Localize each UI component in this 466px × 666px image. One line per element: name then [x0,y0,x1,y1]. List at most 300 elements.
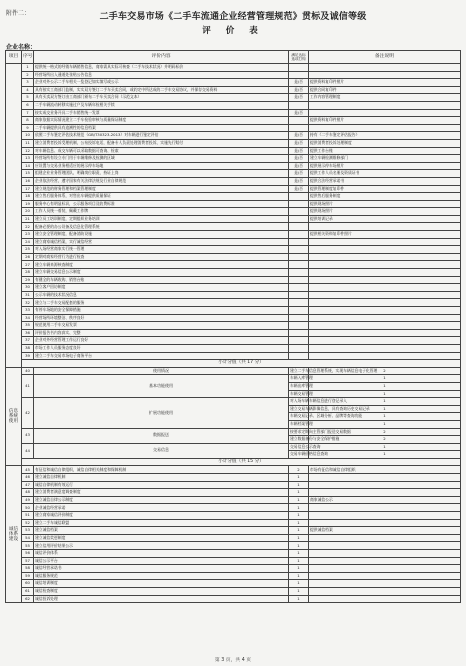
content-cell: 市场工作人员服务态度良好 [34,344,289,352]
note-cell [309,223,461,231]
table-row [6,162,461,170]
content-cell: 诚信培训制度 [34,580,289,588]
table-row [6,344,461,352]
option-cell [289,261,309,269]
note-cell: 提供管理制度复印件 [309,185,461,193]
row-number-cell: 38 [22,344,34,352]
row-number-cell: 60 [22,580,34,588]
note-cell [309,314,461,322]
option-cell: 1 [309,451,461,459]
content-cell: 车辆入库管理 [290,375,313,381]
header-project: 项目 [6,51,22,64]
row-number-cell: 62 [22,595,34,603]
table-row [6,474,461,482]
note-cell [309,269,461,277]
content-cell: 二手车辆提供具有追溯性的信息档案 [34,124,289,132]
table-row [6,595,461,603]
header-option: 满足达标 选项打钩 [289,51,309,64]
row-number-cell: 32 [22,299,34,307]
note-cell: 持有《二手车鉴定评估报告》 [309,132,461,140]
content-cell: 诚信投诉处理 [34,595,289,603]
content-cell: 建立员工培训制度，定期组织业务培训 [34,215,289,223]
content-cell: 企业依法经营，遵守国家有关法律法规及行业自律规范 [34,177,289,185]
row-number-cell: 52 [22,519,34,527]
row-number-cell: 9 [22,124,34,132]
table-row [6,496,461,504]
option-cell [289,246,309,254]
option-cell: 1 [289,580,309,588]
table-row [6,200,461,208]
row-number-cell: 53 [22,527,34,535]
option-cell: 1 [309,413,461,421]
note-cell: 工作内容管理制度 [309,94,461,102]
option-cell [289,299,309,307]
option-cell: 是/否 [289,147,309,155]
row-number-cell: 59 [22,572,34,580]
note-cell [309,344,461,352]
note-cell: 提供售后服务制度 [309,193,461,201]
content-cell: 经营场所环境整洁、秩序良好 [34,314,289,322]
table-row [6,565,461,573]
company-name-label: 企业名称： [6,44,37,51]
option-cell: 1 [309,390,461,398]
section-name-cell [6,64,22,368]
subtotal-label: 小计分值（共 15 分） [22,458,461,466]
note-cell: 提供合法经营承诺书 [309,177,461,185]
sub-category-cell: 数据报送 [34,428,289,443]
content-cell: 建立安全管理制度，配备消防设施 [34,231,289,239]
row-number-cell: 23 [22,231,34,239]
option-cell: 1 [289,504,309,512]
row-number-cell: 22 [22,223,34,231]
table-row [6,147,461,155]
content-cell: 建立商家诚信档案，实行诚信经营 [34,238,289,246]
row-number-cell: 12 [22,147,34,155]
content-cell: 依照二手车鉴定评估技术规范（GB/T30323-2013）对车辆进行鉴定评估 [34,132,289,140]
note-cell: 提供现场照片 [309,200,461,208]
option-cell [289,276,309,284]
table-row [6,132,461,140]
option-cell [289,269,309,277]
option-cell: 2 [309,428,461,436]
row-number-cell: 2 [22,71,34,79]
note-cell: 提供工作台账 [309,147,461,155]
option-cell [289,307,309,315]
row-number-cell: 28 [22,269,34,277]
content-cell: 建立二手车信息管理系统，实现车辆信息电子化管理 [290,367,378,373]
table-row [6,215,461,223]
note-cell [309,587,461,595]
option-cell: 1 [309,382,461,390]
evaluation-table-wrapper [5,50,460,603]
option-cell: 1 [289,489,309,497]
table-row [6,307,461,315]
content-cell: 诚信自律机制有效运行 [34,481,289,489]
content-cell: 有停车场地的安全保障措施 [34,307,289,315]
note-cell [309,337,461,345]
option-cell: 是/否 [289,170,309,178]
note-cell [309,572,461,580]
table-row [6,557,461,565]
table-body [6,64,461,603]
option-cell: 1 [309,420,461,428]
note-cell [309,565,461,573]
note-cell [309,299,461,307]
content-cell: 建立车辆来源核查制度 [34,261,289,269]
content-cell: 有健全的车辆收购、销售台账 [34,276,289,284]
note-cell [309,542,461,550]
row-number-cell: 31 [22,291,34,299]
row-number-cell: 17 [22,185,34,193]
option-cell [289,291,309,299]
row-number-cell: 3 [22,79,34,87]
content-cell: 诚信服务规范 [34,572,289,580]
option-cell [289,124,309,132]
option-cell [289,193,309,201]
table-row [6,269,461,277]
row-number-cell: 51 [22,512,34,520]
content-cell: 建立客户回访制度 [34,284,289,292]
table-row [6,352,461,360]
note-cell [309,489,461,497]
note-cell: 提供资料复印件照片 [309,117,461,125]
option-cell: 是/否 [289,139,309,147]
content-cell: 建立二手车诚信联盟 [34,519,289,527]
option-cell: 是/否 [289,94,309,102]
table-row [6,238,461,246]
row-number-cell: 57 [22,557,34,565]
row-number-cell: 30 [22,284,34,292]
note-cell [309,307,461,315]
content-cell: 企业对外公示二手车相关一览登记如实填写或公示 [34,79,289,87]
table-row [6,261,461,269]
option-cell [289,253,309,261]
row-number-cell: 19 [22,200,34,208]
row-number-cell: 61 [22,587,34,595]
note-cell [309,71,461,79]
row-number-cell: 10 [22,132,34,140]
content-cell: 建立诚信档案 [34,527,289,535]
table-row [6,580,461,588]
row-number-cell: 46 [22,474,34,482]
table-row [6,314,461,322]
row-number-cell: 7 [22,109,34,117]
option-cell [289,117,309,125]
row-number-cell: 29 [22,276,34,284]
content-cell: 交易信息公示查询 [290,443,321,449]
note-cell [309,534,461,542]
table-row [6,337,461,345]
row-number-cell: 37 [22,337,34,345]
option-cell: 1 [289,587,309,595]
content-cell: 建立与二手车交易配套的服务 [34,299,289,307]
subtotal-label: 小计分值（共 17 分） [22,360,461,368]
note-cell [309,261,461,269]
content-cell: 具有买卖双方签订由工商部门颁布二手车买卖合同（示范文本） [34,94,289,102]
attachment-label: 附件二： [6,10,31,17]
content-cell: 经营场所有设立专门用于车辆维修及检测的区域 [34,155,289,163]
row-number-cell: 45 [22,466,34,474]
header-number: 序号 [22,51,34,64]
table-row [6,375,461,383]
note-cell [309,481,461,489]
option-cell [289,238,309,246]
note-cell [309,322,461,330]
table-row [6,94,461,102]
content-cell: 车辆出库管理 [290,383,313,389]
row-number-cell: 33 [22,307,34,315]
note-cell: 提供合同复印件 [309,86,461,94]
subtotal-row [6,458,461,466]
option-cell: 1 [289,542,309,550]
option-cell: 1 [309,443,461,451]
option-cell: 是/否 [289,155,309,163]
option-cell: 2 [309,436,461,444]
table-row [6,481,461,489]
option-cell: 1 [309,375,461,383]
option-cell: 2 [289,466,309,474]
table-row [6,231,461,239]
table-row [6,124,461,132]
content-cell: 建立交易车辆影像信息，具有查询历史交易记录 [290,405,370,411]
content-cell: 建立商家诚信评价制度 [34,512,289,520]
note-cell [309,519,461,527]
option-cell [289,231,309,239]
note-cell [309,284,461,292]
note-cell: 提供培训记录 [309,215,461,223]
note-cell: 提供展示停车场照片 [309,162,461,170]
table-row [6,550,461,558]
table-row [6,367,461,375]
row-number-cell: 4 [22,86,34,94]
note-cell: 提供资料复印件照片 [309,79,461,87]
note-cell: 提供相关资料复印件照片 [309,231,461,239]
table-row [6,587,461,595]
content-cell: 企业对外经营管理工作运行良好 [34,337,289,345]
content-cell: 经营场所出入通道处张贴公告信息 [34,71,289,79]
row-number-cell: 18 [22,193,34,201]
table-row [6,253,461,261]
content-cell: 诚信经营承诺书 [34,565,289,573]
row-number-cell: 11 [22,139,34,147]
content-cell: 公示车辆的技术状况信息 [34,291,289,299]
content-cell: 建立诚信自律公示制度 [34,496,289,504]
note-cell [309,550,461,558]
table-row [6,139,461,147]
row-number-cell: 48 [22,489,34,497]
note-cell: 建立车辆检测维修部门 [309,155,461,163]
option-cell [289,344,309,352]
row-number-cell: 5 [22,94,34,102]
page-footer: 第 3 页，共 4 页 [214,658,252,663]
table-row [6,398,461,406]
row-number-cell: 49 [22,496,34,504]
table-row [6,519,461,527]
note-cell: 提供工作人员名册及资质证书 [309,170,461,178]
row-number-cell: 27 [22,261,34,269]
table-row [6,443,461,451]
content-cell: 有征信和诚信自律组织，诚信自律相关制度和保障机制 [34,466,289,474]
option-cell [289,337,309,345]
row-number-cell: 50 [22,504,34,512]
note-cell: 商家诚信公示 [309,496,461,504]
content-cell: 车辆交易管理 [290,390,313,396]
option-cell: 2 [309,367,461,375]
table-row [6,246,461,254]
row-number-cell: 26 [22,253,34,261]
option-cell: 1 [309,405,461,413]
content-cell: 对入场车辆车辆信息进行登记录入 [290,398,347,404]
note-cell [309,276,461,284]
content-cell: 服务中心有明显标识，公示服务项目及收费标准 [34,200,289,208]
table-row [6,322,461,330]
note-cell [309,291,461,299]
content-cell: 应设置与交易业务相适应的展示停车场地 [34,162,289,170]
row-number-cell: 1 [22,64,34,72]
note-cell: 提供消费者投诉处理制度 [309,139,461,147]
content-cell: 按要求定期向主管部门报送交易数据 [290,428,351,434]
option-cell [289,71,309,79]
row-number-cell: 56 [22,550,34,558]
table-row [6,185,461,193]
note-cell [309,595,461,603]
content-cell: 商家依据实际情况建立二手车检验审核与质量保证制度 [34,117,289,125]
option-cell: 是/否 [289,185,309,193]
table-row [6,299,461,307]
note-cell: 提供诚信档案 [309,527,461,535]
table-row [6,170,461,178]
content-cell: 建立数据备份与安全保护措施 [290,436,340,442]
option-cell: 是/否 [289,109,309,117]
content-cell: 组建企业业务管理团队，明确岗位职责，持证上岗 [34,170,289,178]
content-cell: 建立售后服务体系，对售出车辆提供质量保证 [34,193,289,201]
sub-category-cell: 使用情况 [34,367,289,375]
table-row [6,177,461,185]
table-row [6,512,461,520]
document-title: 二手车交易市场《二手车流通企业经营管理规范》贯标及诚信等级 [99,12,367,22]
option-cell: 1 [289,481,309,489]
table-row [6,101,461,109]
note-cell [309,238,461,246]
option-cell: 是/否 [289,162,309,170]
option-cell [289,314,309,322]
row-number-cell: 44 [22,443,34,458]
row-number-cell: 6 [22,101,34,109]
option-cell: 1 [289,595,309,603]
table-row [6,223,461,231]
row-number-cell: 54 [22,534,34,542]
row-number-cell: 21 [22,215,34,223]
row-number-cell: 35 [22,322,34,330]
option-cell: 1 [289,534,309,542]
note-cell [309,557,461,565]
option-cell [289,223,309,231]
row-number-cell: 13 [22,155,34,163]
table-row [6,527,461,535]
option-cell [289,352,309,360]
document-subtitle: 评 价 表 [202,26,264,36]
table-row [6,276,461,284]
option-cell: 1 [289,557,309,565]
content-cell: 建立车辆交易信息公示制度 [34,269,289,277]
note-cell [309,64,461,72]
option-cell [289,208,309,216]
table-row [6,284,461,292]
option-cell: 1 [289,565,309,573]
row-number-cell: 43 [22,428,34,443]
content-cell: 企业诚信经营承诺 [34,504,289,512]
content-cell: 诚信检查制度 [34,587,289,595]
option-cell [289,322,309,330]
table-row [6,79,461,87]
content-cell: 配备必要的办公设备及信息化管理系统 [34,223,289,231]
table-row [6,117,461,125]
row-number-cell: 40 [22,367,34,375]
content-cell: 二手车辆流动转移实施过户及车辆年检相关手续 [34,101,289,109]
note-cell: 提供现场照片 [309,208,461,216]
row-number-cell: 55 [22,542,34,550]
table-row [6,542,461,550]
content-cell: 建立二手车交易市场电子商务平台 [34,352,289,360]
row-number-cell: 24 [22,238,34,246]
content-cell: 评价报告书内容真实、完整 [34,329,289,337]
sub-category-cell: 交易信息 [34,443,289,458]
table-row [6,86,461,94]
table-row [6,489,461,497]
option-cell: 1 [289,527,309,535]
row-number-cell: 58 [22,565,34,573]
option-cell: 1 [289,550,309,558]
option-cell [289,101,309,109]
table-row [6,504,461,512]
content-cell: 具有按实工商部门监制，实实双方签订二手车买卖合同，或约定中所达成的二手车交易协议，并保存交易资料 [34,86,289,94]
row-number-cell: 47 [22,481,34,489]
option-cell: 是/否 [289,132,309,140]
table-row [6,466,461,474]
table-row [6,208,461,216]
content-cell: 建立消费者投诉受理机制，公布投诉电话，配备专人负责处理消费者投诉，实施先行赔付 [34,139,289,147]
option-cell [289,200,309,208]
option-cell: 1 [309,398,461,406]
table-row [6,64,461,72]
evaluation-table [5,50,461,603]
row-number-cell: 15 [22,170,34,178]
header-note: 备注说明 [309,51,461,64]
row-number-cell: 20 [22,208,34,216]
table-row [6,193,461,201]
note-cell [309,512,461,520]
option-cell: 1 [289,512,309,520]
option-cell: 是/否 [289,177,309,185]
content-cell: 车辆档案管理 [290,421,313,426]
note-cell [309,253,461,261]
content-cell: 规范使用二手车交易发票 [34,322,289,330]
content-cell: 工作人员统一着装，佩戴工作牌 [34,208,289,216]
section-name-cell: 信息 系统 使用 [6,367,22,466]
option-cell: 1 [289,519,309,527]
row-number-cell: 41 [22,375,34,398]
note-cell [309,109,461,117]
table-row [6,428,461,436]
note-cell [309,329,461,337]
sub-category-cell: 扩展功能使用 [34,398,289,428]
row-number-cell: 14 [22,162,34,170]
content-cell: 定期对商家经营行为进行检查 [34,253,289,261]
content-cell: 按实成交业务开具二手车销售统一发票 [34,109,289,117]
table-row [6,329,461,337]
note-cell [309,124,461,132]
option-cell: 是/否 [289,86,309,94]
